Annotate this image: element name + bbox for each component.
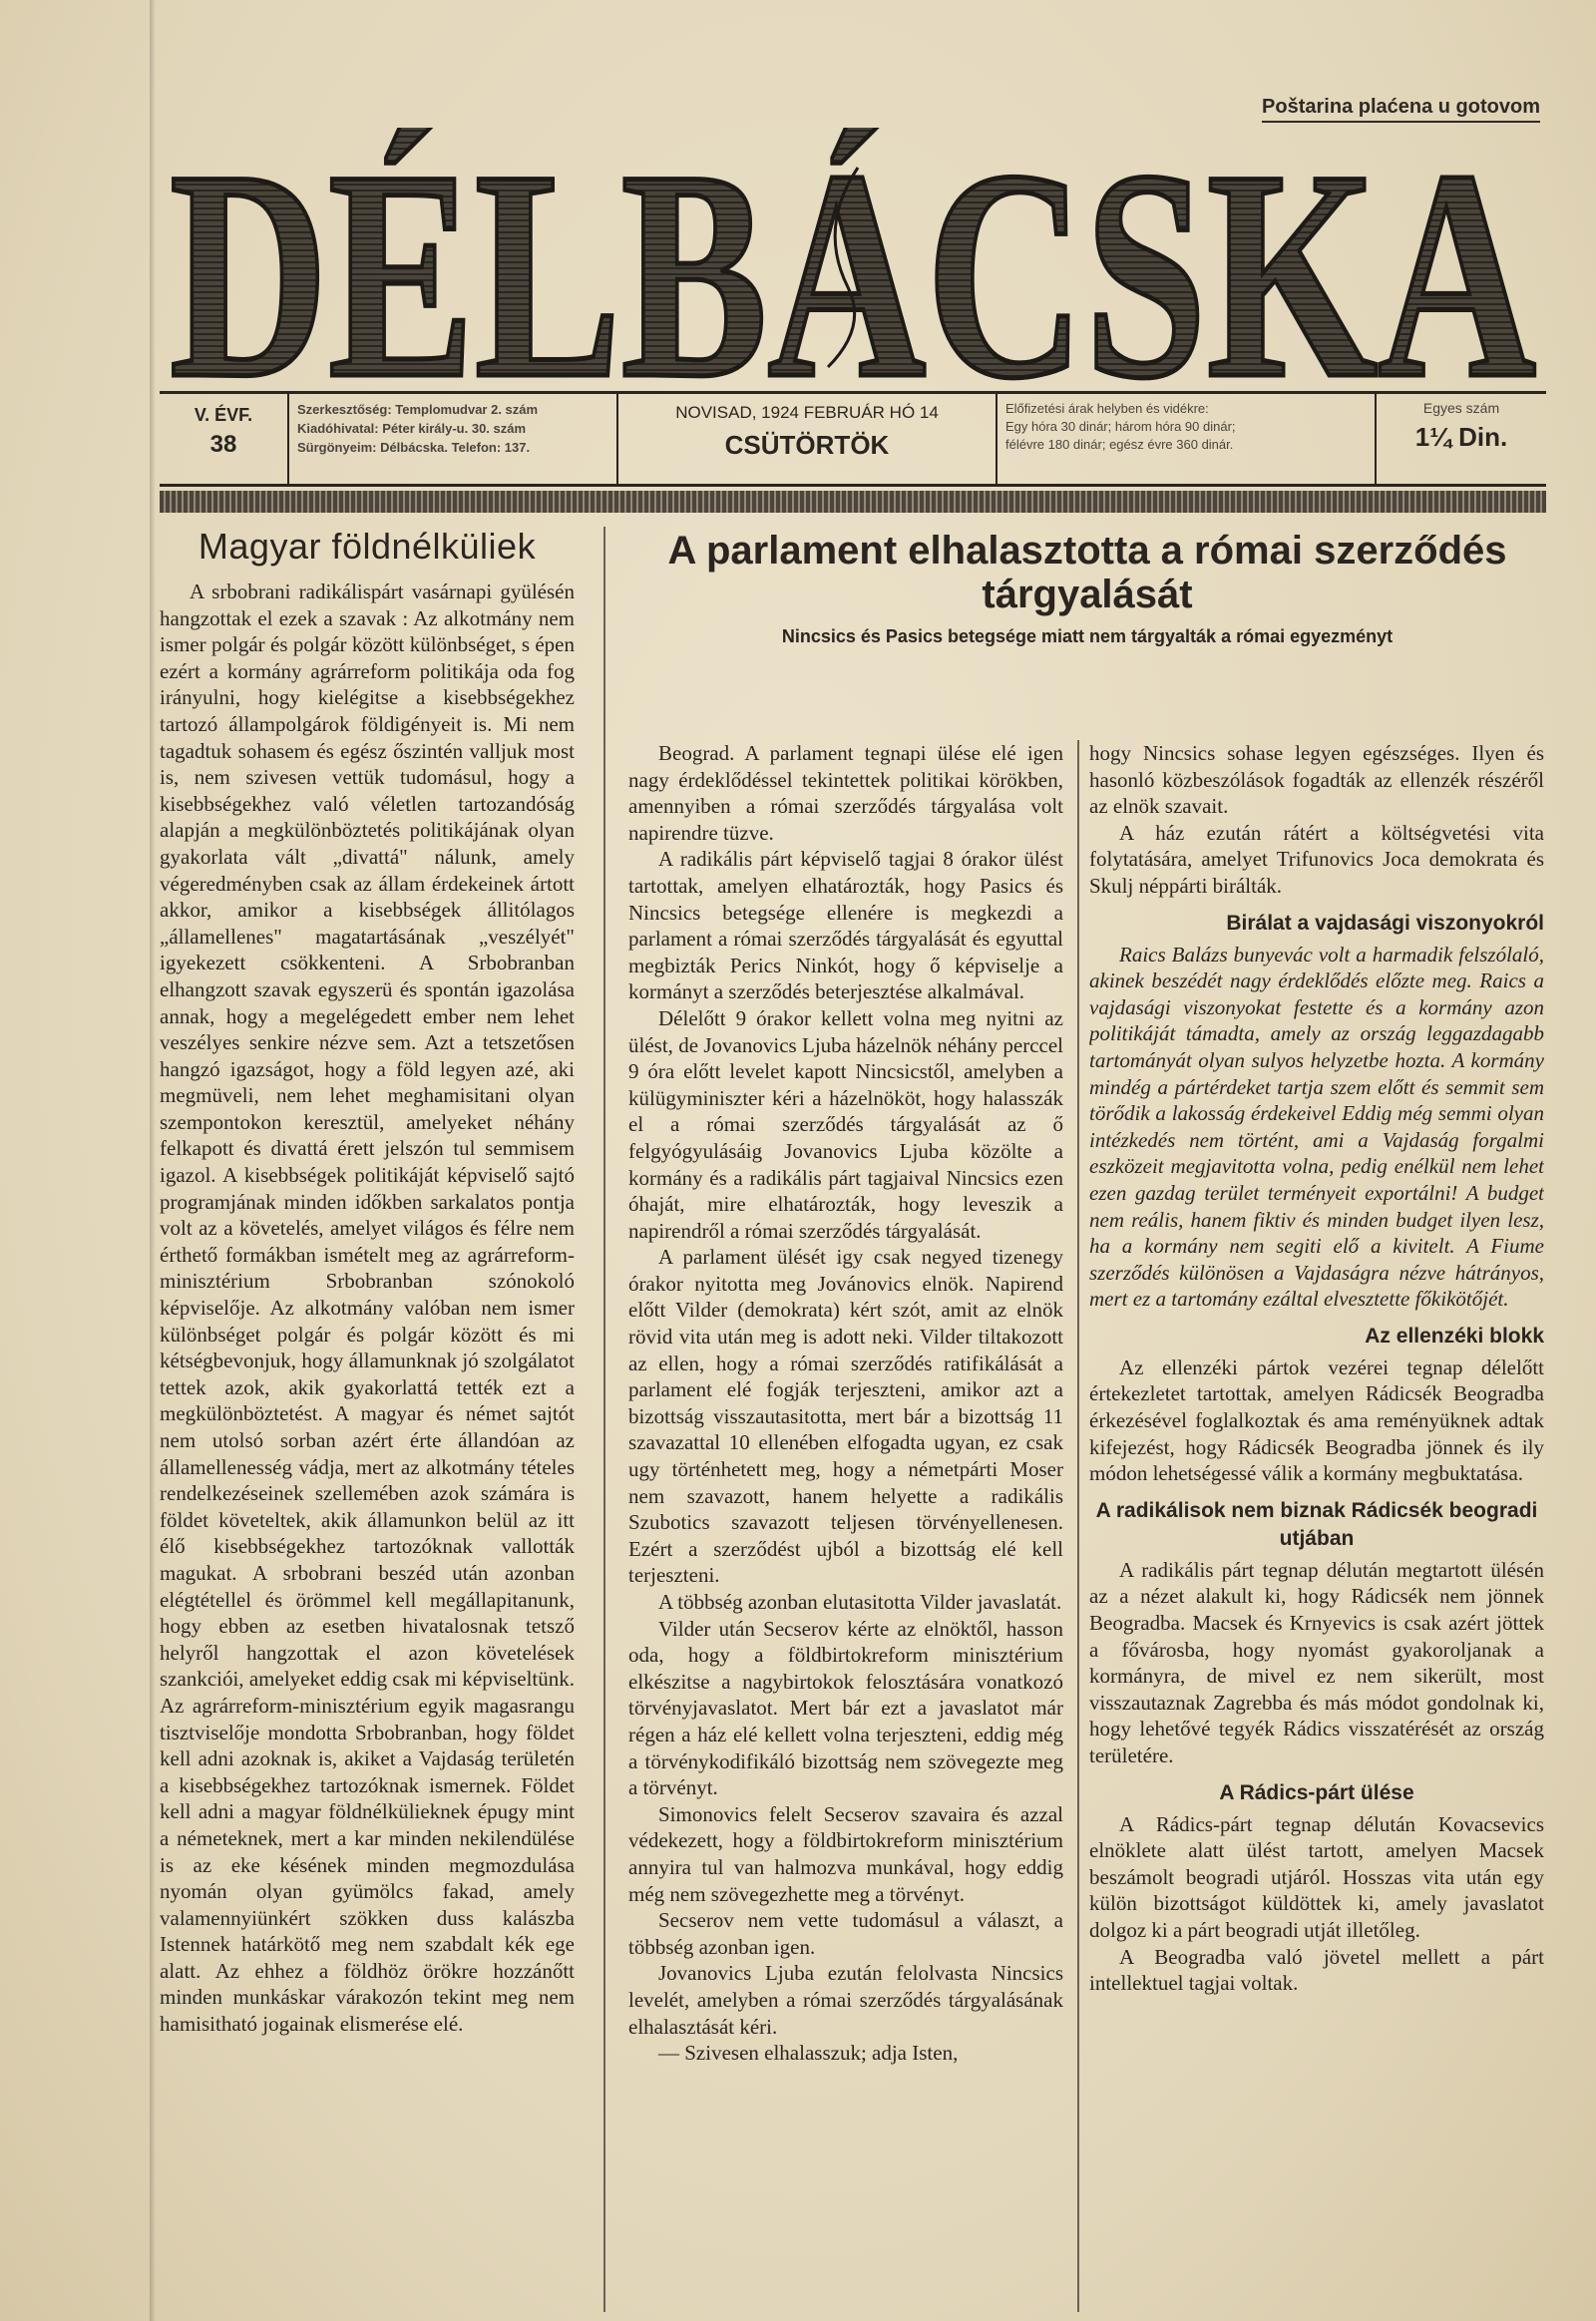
article2-paragraph: Délelőtt 9 órakor kellett volna meg nyitni az ülést, de Jovanovics Ljuba házelnök néhány perccel 9 óra előtt levelet kapott Nincsicstől, amelyben a külügyminiszter kéri a házelnököt, hogy halasszák el a római szerződés tárgyalását az ő felgyógyulásáig Jovanovics Ljuba közölte a kormány és a radikális párt tagjaival Nincsics ezen óhaját, mire elhatározták, hogy leveszik a napirendről a római szerződés tárgyalását. [628, 1005, 1063, 1243]
article2-paragraph: Simonovics felelt Secserov szavaira és azzal védekezett, hogy a földbirtokreform minisztérium annyira tul van halmozva munkával, hogy eddig még nem szövegezhette meg a törvényt. [628, 1801, 1063, 1906]
article2-column-right [1089, 740, 1544, 2321]
issue-number: 38 [209, 431, 237, 458]
article2-paragraph: A többség azonban elutasitotta Vilder javaslatát. [658, 1590, 1062, 1614]
article1-title: Magyar földnélküliek [198, 527, 537, 567]
masthead [160, 128, 1546, 389]
subscription-line: Előfizetési árak helyben és vidékre: [1005, 401, 1209, 416]
office-cell [289, 394, 618, 484]
section-title-radikalisok: A radikálisok nem biznak Rádicsék beogradi utjában [1095, 1498, 1538, 1550]
info-bar [160, 391, 1546, 487]
article2-continuation: hogy Nincsics sohase legyen egészséges. Ilyen és hasonló közbeszólások fogadták az ellenzék részéről az elnök szavait. [1089, 741, 1544, 819]
article2-paragraph: Vilder után Secserov kérte az elnöktől, hasson oda, hogy a földbirtokreform minisztérium elkészitse a nagybirtokok felosztására vonatkozó törvényjavaslatot. Mert bár ezt a javaslatot már régen a ház elé kellett volna terjeszteni, eddig még a törvénykodifikáló bizottság nem szövegezte meg a törvényt. [628, 1616, 1063, 1800]
article2-paragraph: A parlament ülését igy csak negyed tizenegy órakor nyitotta meg Jovánovics elnök. Napirend előtt Vilder (demokrata) kért szót, amit az elnök rövid vita után meg is adott neki. Vilder tiltakozott az ellen, hogy a római szerződés ratifikálását a parlament elé fogják terjeszteni, amikor azt a bizottság visszautasitotta, mert bár a bizottság 11 szavazattal 10 ellenében elfogadta ugyan, ez csak ugy történhetett meg, hogy a németpárti Moser nem szavazott, hanem helyette a radikális Szubotics szavazott teljesen törvényellenesen. Ezért a szerződést ujból a bizottság elé kell terjeszteni. [628, 1245, 1063, 1588]
dateline: NOVISAD, 1924 FEBRUÁR HÓ 14 [675, 403, 939, 422]
subscription-line: Egy hóra 30 dinár; három hóra 90 dinár; [1005, 419, 1236, 434]
article2-paragraph: Jovanovics Ljuba ezután felolvasta Nincsics levelét, amelyben a római szerződés tárgyalásának elhalasztását kéri. [628, 1961, 1063, 2039]
column-rule [603, 527, 605, 2312]
article2-subheadline: Nincsics és Pasics betegsége miatt nem tárgyalták a római egyezményt [781, 626, 1394, 646]
weekday: CSÜTÖRTÖK [724, 430, 890, 460]
section-text-radikalisok: A radikális párt tegnap délután megtartott ülésén az a nézet alakult ki, hogy Rádicsék nem jönnek Beogradba. Macsek és Krnyevics is csak azért jöttek a fővárosba, hogy nyomást gyakoroljanak a kormányra, de mivel ez nem sikerült, most visszautaznak Zagrebba és más módot gondolnak ki, hogy lehetővé tegyék Rádics visszatérését az ország területére. [1089, 1557, 1544, 1767]
date-cell [618, 394, 998, 484]
article2-column-left [628, 740, 1063, 2321]
year-cell [160, 394, 289, 484]
column-rule [1077, 740, 1079, 2312]
article1-paragraph: A srbobrani radikálispárt vasárnapi gyülésén hangzottak el ezek a szavak : Az alkotmány nem ismer polgár és polgár között különbséget, s épen ezért a kormány agrárreform politikája oda fog irányulni, hogy kielégitse a kisebbségekhez tartozó állampolgárok földigényeit is. Mi nem tagadtuk sohasem és egész őszintén valljuk most is, nem szivesen vettük tudomásul, hogy a kisebbségekhez való véletlen tartozandóság alapján a megkülönböztetés politikájának olyan gyakorlata vált „divattá" nálunk, amely végeredményben csak az állam érdekeinek ártott akkor, amikor a kisebbségek állitólagos „államellenes" magatartásának „veszélyét" igyekezett csökkenteni. A Srbobranban elhangzott szavak egyszerü és spontán igazolása annak, hogy a megelégedett ember nem lehet veszélyes senkire nézve sem. Azt a tetszetősen hangzó igazságot, hogy a föld legyen azé, aki megmüveli, nem lehet meghamisitani olyan szempontokon keresztül, amelyeket néhány felkapott és divattá érett jelszón tul semmisem igazol. A kisebbségek politikáját képviselő sajtó programjának minden időkben sarkalatos pontja volt az a követelés, amelyet világos és félre nem érthető formákban ismételt meg az agrárreform-minisztérium Srbobranban szónokoló képviselője. Az alkotmány valóban nem ismer különbséget polgár és polgár között és mi kétségbevonjuk, hogy államunknak jó szolgálatot tettek azok, akik gyakorlattá tették ezt a megkülönböztetést. A magyar és német sajtót nem utolsó sorban azért érte állandóan az államellenesség vádja, mert az alkotmány tételes rendelkezéseinek szellemében azok számára is földet követeltek, akik államunkon belül az itt élő kisebbségekhez tartozóknak vallották magukat. A srbobrani beszéd után azonban elégtétellel és örömmel kell megállapitanunk, hogy ebben az esetben hivatalosnak tetsző helyről hangzottak el azon követelések szankciói, amelyeket eddig csak mi képviseltünk. Az agrárreform-minisztérium egyik magasrangu tisztviselője mondotta Srbobranban, hogy földet kell adni azoknak is, akiket a Vajdaság területén a kisebbségekhez tartozóknak ismernek. Földet kell adni a magyar földnélkülieknek épugy mint a németeknek, mert a kar minden nekilendülése is az eke késének minden megmozdulása nyomán olyan gyümölcs fakad, amely valamennyiünkért szökken duss kalászba Istennek határkötő meg nem szabdalt kék ege alatt. Az ehhez a földhöz örökre hozzánőtt minden munkáskar várakozón tekint meg nem hamisitható jogainak elismerése elé. [160, 580, 575, 2037]
article2-headline: A parlament elhalasztotta a római szerződés tárgyalását [667, 529, 1507, 616]
price-label: Egyes szám [1422, 400, 1500, 416]
article2-paragraph: — Szivesen elhalasszuk; adja Isten, [658, 2041, 959, 2066]
section-title-radics-part: A Rádics-párt ülése [1219, 1780, 1414, 1804]
article2-paragraph: A radikális párt képviselő tagjai 8 órakor ülést tartottak, amelyen elhatározták, hogy Pasics és Nincsics betegsége ellenére is megkezdi a parlament a római szerződés tárgyalását és egyuttal megbizták Perics Ninkót, hogy ő képviselje a kormányt a szerződés beterjesztése alkalmával. [628, 847, 1063, 1004]
subscription-line: félévre 180 dinár; egész évre 360 dinár. [1005, 437, 1234, 452]
price: 1¼ Din. [1414, 422, 1508, 452]
price-cell [1377, 394, 1546, 484]
office-line: Sürgönyeim: Délbácska. Telefon: 137. [297, 440, 531, 455]
separator-band [160, 491, 1546, 513]
section-title-biralat: Birálat a vajdasági viszonyokról [1226, 911, 1544, 935]
office-line: Kiadóhivatal: Péter király-u. 30. szám [297, 421, 527, 436]
article-magyar-foldnelkuliek [160, 527, 575, 2312]
page-fold-shadow [150, 0, 156, 2321]
office-line: Szerkesztőség: Templomudvar 2. szám [297, 402, 539, 417]
section-text-ellenzeki-blokk: Az ellenzéki pártok vezérei tegnap délelőtt értekezletet tartottak, amelyen Rádicsék Beogradba érkezésével foglalkoztak és ama reményüknek adtak kifejezést, hogy Rádicsék Beogradba jönnek és ily módon lehetségessé válik a kormány megbuktatása. [1089, 1354, 1544, 1486]
section-text-biralat: Raics Balázs bunyevác volt a harmadik felszólaló, akinek beszédét nagy érdeklődés előzte meg. Raics a vajdasági viszonyokat festette és a kormány azon politikáját támadta, amely az ország leggazdagabb tartományát olyan sulyos helyzetbe hozta. A kormány mindég a pártérdeket tartja szem előtt és semmit sem törődik a lakosság érdekeivel Eddig még semmi olyan intézkedés nem történt, ami a Vajdaság forgalmi eszközeit megjavitotta volna, pedig enélkül nem lehet ezen gazdag terület terményeit exportálni! A budget nem reális, hanem fiktiv és minden budget ilyen lesz, ha a kormány nem segiti elő a kivitelt. A Fiume szerződés különösen a Vajdaságra nézve hátrányos, mert ez a tartomány ezáltal elvesztette főkikötőjét. [1089, 942, 1544, 1312]
article2-paragraph: Secserov nem vette tudomásul a választ, a többség azonban igen. [628, 1908, 1063, 1959]
masthead-title-art [160, 128, 1546, 389]
masthead-title: DÉLBÁCSKA [170, 128, 1536, 389]
section-title-ellenzeki-blokk: Az ellenzéki blokk [1365, 1324, 1544, 1348]
section-text-radics-part-2: A Beogradba való jövetel mellett a párt intellektuel tagjai voltak. [1089, 1944, 1544, 1996]
article2-paragraph: Beograd. A parlament tegnapi ülése elé igen nagy érdeklődéssel tekintettek politikai körökben, amennyiben a római szerződés tárgyalása volt napirendre tüzve. [628, 741, 1063, 845]
subscription-cell [998, 394, 1377, 484]
postage-note: Poštarina plaćena u gotovom [1262, 96, 1540, 123]
section-text-radics-part: A Rádics-párt tegnap délután Kovacsevics elnöklete alatt ülést tartott, amelyen Macsek beszámolt beogradi utjáról. Hosszas vita után egy külön bizottságot küldöttek ki, amely javaslatot dolgoz ki a párt beogradi utját illetőleg. [1089, 1811, 1544, 1942]
year-label: V. ÉVF. [194, 405, 253, 425]
article2-paragraph: A ház ezután rátért a költségvetési vita folytatására, amelyet Trifunovics Joca demokrata és Skulj néppárti birálták. [1089, 820, 1544, 898]
